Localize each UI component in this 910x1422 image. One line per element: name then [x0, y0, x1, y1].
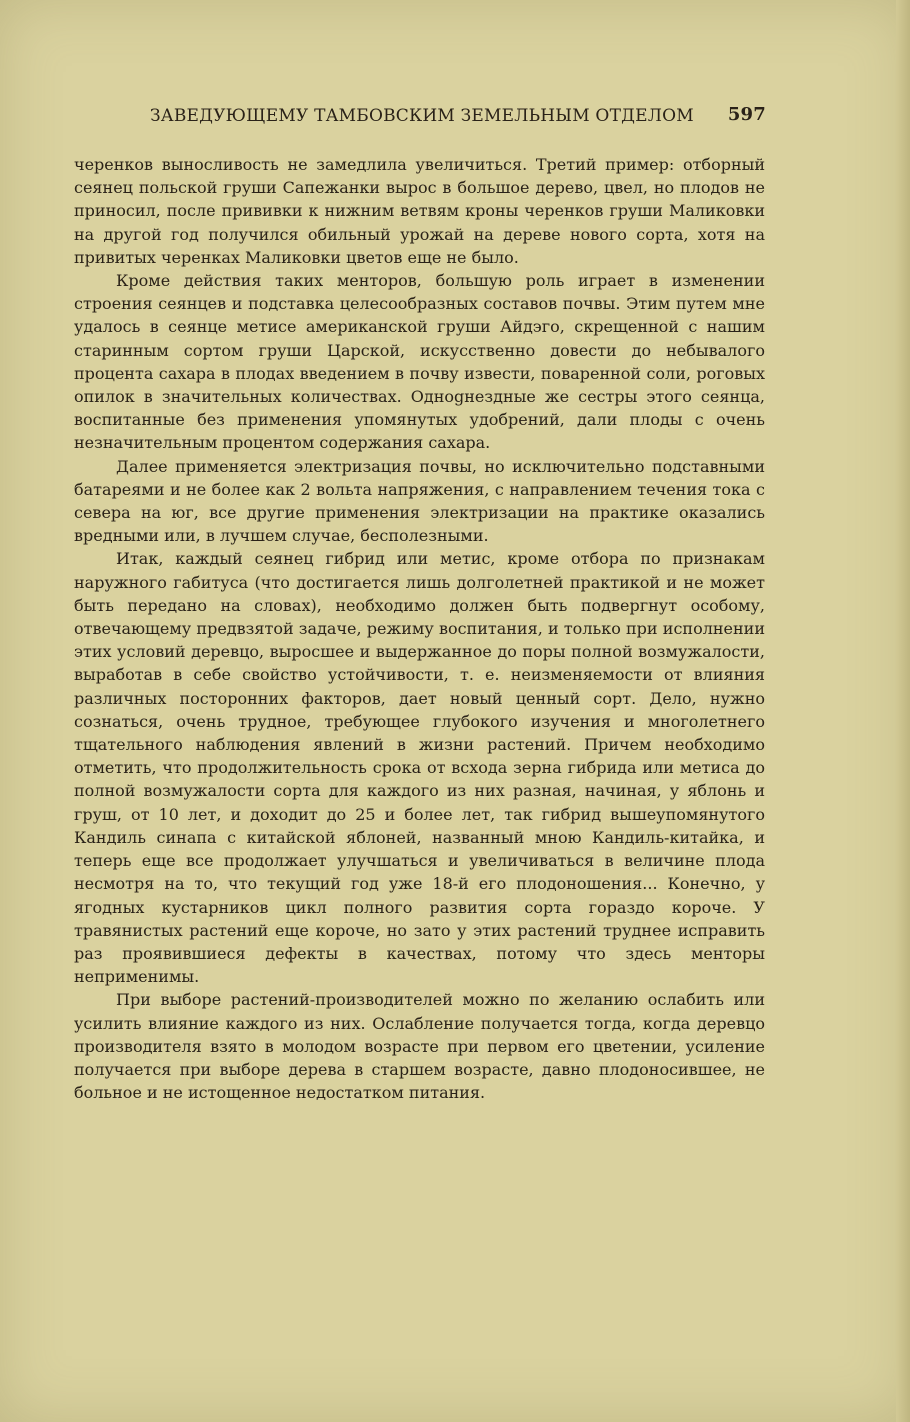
header-title: ЗАВЕДУЮЩЕМУ ТАМБОВСКИМ ЗЕМЕЛЬНЫМ ОТДЕЛОМ	[150, 106, 694, 126]
paragraph: Кроме действия таких менторов, большую роль играет в изменении строения сеянцев и подставка целесообразных составов почвы. Этим путем мне удалось в сеянце метисе американской груши Айдэго, скрещенной с нашим старинным сортом груши Царской, искусственно довести до небывалого процента сахара в плодах введением в почву извести, поваренной соли, роговых опилок в значительных количествах. Однogнездные же сестры этого сеянца, воспитанные без применения упомянутых удобрений, дали плоды с очень незначительным процентом содержания сахара.	[74, 271, 765, 453]
paragraph: Итак, каждый сеянец гибрид или метис, кроме отбора по признакам наружного габитуса (что достигается лишь долголетней практикой и не может быть передано на словах), необходимо должен быть подвергнут особому, отвечающему предвзятой задаче, режиму воспитания, и только при исполнении этих условий деревцо, выросшее и выдержанное до поры полной возмужалости, выработав в себе свойство устойчивости, т. е. неизменяемости от влияния различных посторонних факторов, дает новый ценный сорт. Дело, нужно сознаться, очень трудное, требующее глубокого изучения и многолетнего тщательного наблюдения явлений в жизни растений. Причем необходимо отметить, что продолжительность срока от всхода зерна гибрида или метиса до полной возмужалости сорта для каждого из них разная, начиная, у яблонь и груш, от 10 лет, и доходит до 25 и более лет, так гибрид вышеупомянутого Кандиль синапа с китайской яблоней, названный мною Кандиль-китайка, и теперь еще все продолжает улучшаться и увеличиваться в величине плода несмотря на то, что текущий год уже 18-й его плодоношения... Конечно, у ягодных кустарников цикл полного развития сорта гораздо короче. У травянистых растений еще короче, но зато у этих растений труднее исправить раз проявившиеся дефекты в качествах, потому что здесь менторы неприменимы.	[74, 549, 765, 987]
page-number: 597	[727, 104, 766, 125]
paragraph: черенков выносливость не замедлила увеличиться. Третий пример: отборный сеянец польской груши Сапежанки вырос в большое дерево, цвел, но плодов не приносил, после прививки к нижним ветвям кроны черенков груши Маликовки на другой год получился обильный урожай на дереве нового сорта, хотя на привитых черенках Маликовки цветов еще не было.	[74, 155, 765, 267]
body-text	[74, 153, 765, 1104]
paragraph: При выборе растений-производителей можно по желанию ослабить или усилить влияние каждого из них. Ослабление получается тогда, когда деревцо производителя взято в молодом возрасте при первом его цветении, усиление получается при выборе дерева в старшем возрасте, давно плодоносившее, не больное и не истощенное недостатком питания.	[74, 990, 765, 1103]
page-edge	[896, 0, 910, 1422]
paragraph: Далее применяется электризация почвы, но исключительно подставными батареями и не более как 2 вольта напряжения, с направлением течения тока с севера на юг, все другие применения электризации на практике оказались вредными или, в лучшем случае, бесполезными.	[74, 456, 765, 546]
